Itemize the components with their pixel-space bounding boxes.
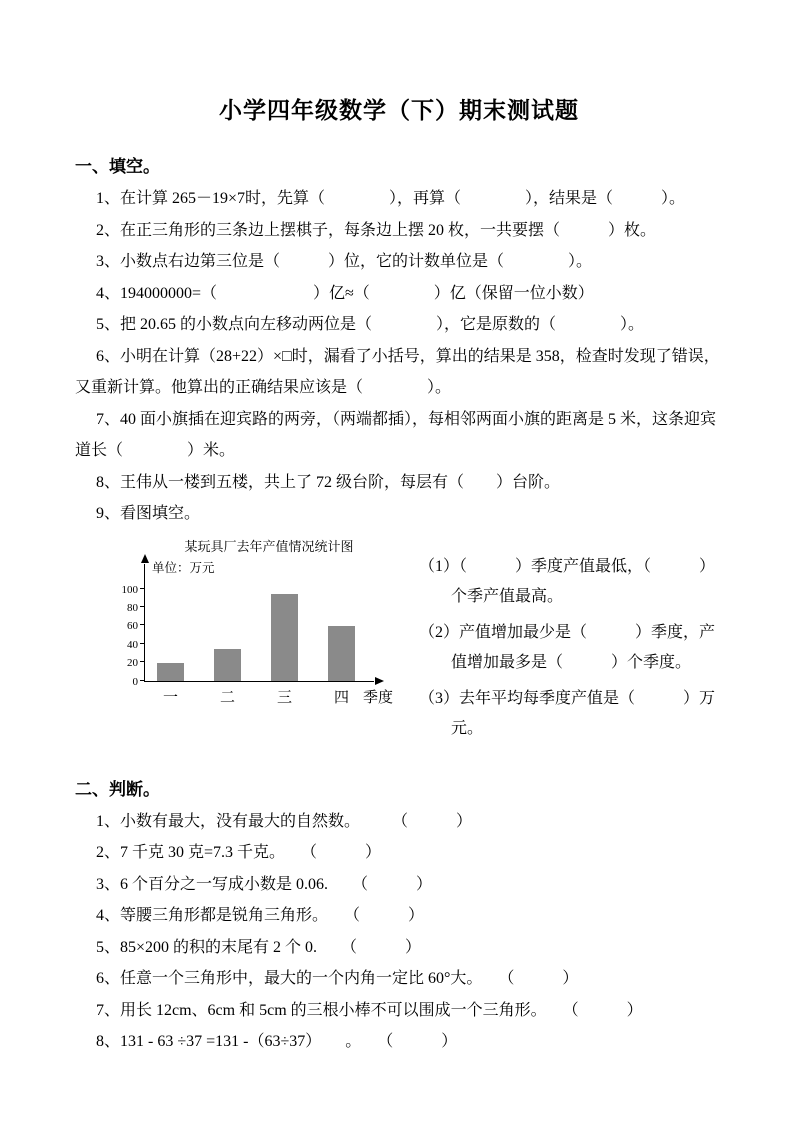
fill-question-1: 1、在计算 265－19×7时，先算（ ），再算（ ），结果是（ ）。 — [96, 190, 686, 207]
chart-question-2: （2）产值增加最少是（ ）季度，产值增加最多是（ ）个季度。 — [419, 623, 716, 671]
y-axis-tick-labels — [115, 563, 141, 688]
y-tick-80: 80 — [127, 601, 138, 614]
bar-quarter-2 — [214, 649, 241, 681]
x-axis-labels — [145, 686, 355, 707]
y-axis-arrow-icon — [141, 554, 149, 563]
chart-questions-list — [419, 536, 723, 750]
y-tick-20: 20 — [127, 657, 138, 670]
x-axis-title: 季度 — [363, 689, 394, 706]
section-fill-heading: 一、填空。 — [75, 157, 160, 176]
judge-question-2: 2、7 千克 30 克=7.3 千克。 （ ） — [96, 844, 382, 861]
y-tick-mark — [140, 606, 145, 607]
x-tick-3: 三 — [276, 689, 292, 706]
judge-question-7: 7、用长 12cm、6cm 和 5cm 的三根小棒不可以围成一个三角形。 （ ） — [96, 1001, 643, 1019]
judge-question-8: 8、131 - 63 ÷37 =131 -（63÷37） 。 （ ） — [96, 1033, 458, 1050]
judge-question-5: 5、85×200 的积的末尾有 2 个 0. （ ） — [96, 938, 422, 956]
x-tick-2: 二 — [219, 689, 235, 706]
fill-questions-list — [75, 183, 723, 530]
y-tick-0: 0 — [132, 675, 138, 688]
page-title: 小学四年级数学（下）期末测试题 — [219, 98, 579, 123]
bar-quarter-4 — [328, 626, 355, 681]
y-tick-40: 40 — [127, 638, 138, 651]
fill-question-9: 9、看图填空。 — [96, 505, 201, 522]
x-tick-4: 四 — [333, 689, 349, 706]
fill-question-3: 3、小数点右边第三位是（ ）位，它的计数单位是（ ）。 — [96, 253, 593, 270]
fill-question-2: 2、在正三角形的三条边上摆棋子，每条边上摆 20 枚，一共要摆（ ）枚。 — [96, 221, 657, 239]
judge-question-4: 4、等腰三角形都是锐角三角形。 （ ） — [96, 907, 425, 924]
chart-title: 某玩具厂去年产值情况统计图 — [184, 538, 354, 554]
fill-question-8: 8、王伟从一楼到五楼，共上了 72 级台阶，每层有（ ）台阶。 — [96, 473, 561, 491]
judge-questions-list — [75, 806, 723, 1058]
fill-question-4: 4、194000000=（ ）亿≈（ ）亿（保留一位小数） — [96, 284, 594, 302]
fill-question-6: 6、小明在计算（28+22）×□时，漏看了小括号，算出的结果是 358，检查时发现了错误，又重新计算。他算出的正确结果应该是（ ）。 — [75, 347, 720, 396]
x-axis-arrow-icon — [375, 677, 384, 685]
judge-question-3: 3、6 个百分之一写成小数是 0.06. （ ） — [96, 875, 433, 893]
chart-question-3: （3）去年平均每季度产值是（ ）万元。 — [419, 689, 716, 737]
section-judge-heading: 二、判断。 — [75, 779, 160, 799]
x-tick-1: 一 — [162, 689, 178, 706]
y-tick-mark — [140, 661, 145, 662]
y-tick-60: 60 — [127, 620, 138, 633]
chart-unit-label: 单位：万元 — [152, 560, 215, 575]
y-tick-mark — [140, 680, 145, 681]
bar-chart — [115, 536, 417, 750]
judge-question-1: 1、小数有最大，没有最大的自然数。 （ ） — [96, 812, 473, 830]
chart-plot-area — [144, 560, 374, 682]
bar-quarter-3 — [271, 594, 298, 681]
x-axis-row — [145, 686, 417, 707]
y-tick-mark — [140, 624, 145, 625]
fill-question-5: 5、把 20.65 的小数点向左移动两位是（ ），它是原数的（ ）。 — [96, 316, 645, 333]
chart-question-1: （1）（ ）季度产值最低，（ ）个季产值最高。 — [419, 557, 716, 605]
chart-plot-wrap — [115, 560, 417, 688]
y-tick-100: 100 — [121, 583, 138, 596]
y-tick-mark — [140, 588, 145, 589]
y-tick-mark — [140, 643, 145, 644]
judge-question-6: 6、任意一个三角形中，最大的一个内角一定比 60°大。 （ ） — [96, 970, 579, 987]
chart-row — [75, 536, 723, 750]
fill-question-7: 7、40 面小旗插在迎宾路的两旁，（两端都插），每相邻两面小旗的距离是 5 米，这条迎宾道长（ ）米。 — [75, 410, 717, 459]
chart-bars — [145, 594, 355, 681]
bar-quarter-1 — [157, 663, 184, 681]
